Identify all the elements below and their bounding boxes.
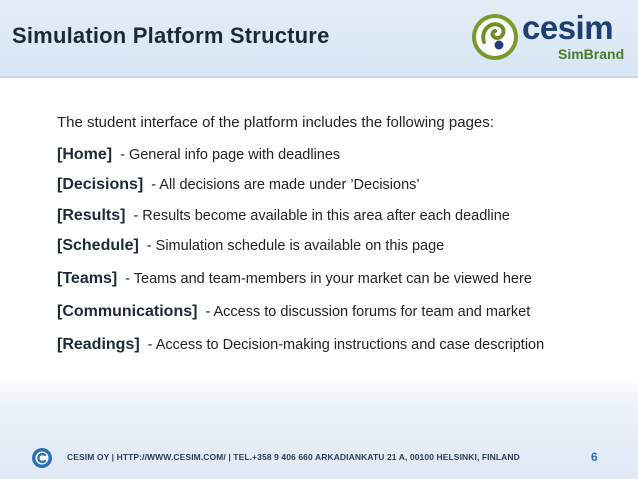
footer-contact-text: CESIM OY | HTTP://WWW.CESIM.COM/ | TEL.+358 9 406 660 ARKADIANKATU 21 A, 00100 HELSINKI, FINLAND bbox=[67, 452, 520, 462]
list-item-teams bbox=[57, 270, 532, 288]
list-item-desc: - Simulation schedule is available on this page bbox=[146, 238, 445, 254]
list-item-desc: - Access to discussion forums for team and market bbox=[205, 304, 531, 320]
simbrand-logo-text: SimBrand bbox=[558, 46, 625, 62]
list-item-desc: - All decisions are made under ’Decisions’ bbox=[151, 177, 420, 193]
list-item-desc: - General info page with deadlines bbox=[120, 147, 341, 163]
header-divider bbox=[0, 76, 638, 78]
list-item-readings bbox=[57, 336, 544, 354]
cesim-logo-text: cesim bbox=[522, 9, 614, 46]
list-item-desc: - Results become available in this area after each deadline bbox=[133, 208, 510, 224]
cesim-footer-icon bbox=[31, 447, 53, 469]
list-item-key: [Teams] bbox=[57, 270, 118, 287]
list-item-key: [Schedule] bbox=[57, 237, 139, 254]
list-item-desc: - Teams and team-members in your market can be viewed here bbox=[125, 271, 532, 287]
list-item-key: [Decisions] bbox=[57, 176, 144, 193]
list-item-communications bbox=[57, 303, 530, 321]
list-item-home bbox=[57, 146, 340, 164]
list-item-decisions bbox=[57, 176, 420, 194]
slide-header bbox=[0, 0, 638, 76]
footer-band bbox=[0, 376, 638, 479]
intro-text: The student interface of the platform includes the following pages: bbox=[57, 114, 494, 131]
list-item-schedule bbox=[57, 237, 444, 255]
list-item-key: [Home] bbox=[57, 146, 113, 163]
cesim-swirl-logo-icon bbox=[470, 12, 520, 62]
page-number: 6 bbox=[591, 450, 598, 464]
list-item-key: [Communications] bbox=[57, 303, 198, 320]
list-item-results bbox=[57, 207, 510, 225]
slide-title: Simulation Platform Structure bbox=[12, 23, 330, 48]
list-item-key: [Readings] bbox=[57, 336, 140, 353]
list-item-key: [Results] bbox=[57, 207, 126, 224]
list-item-desc: - Access to Decision-making instructions and case description bbox=[147, 337, 545, 353]
